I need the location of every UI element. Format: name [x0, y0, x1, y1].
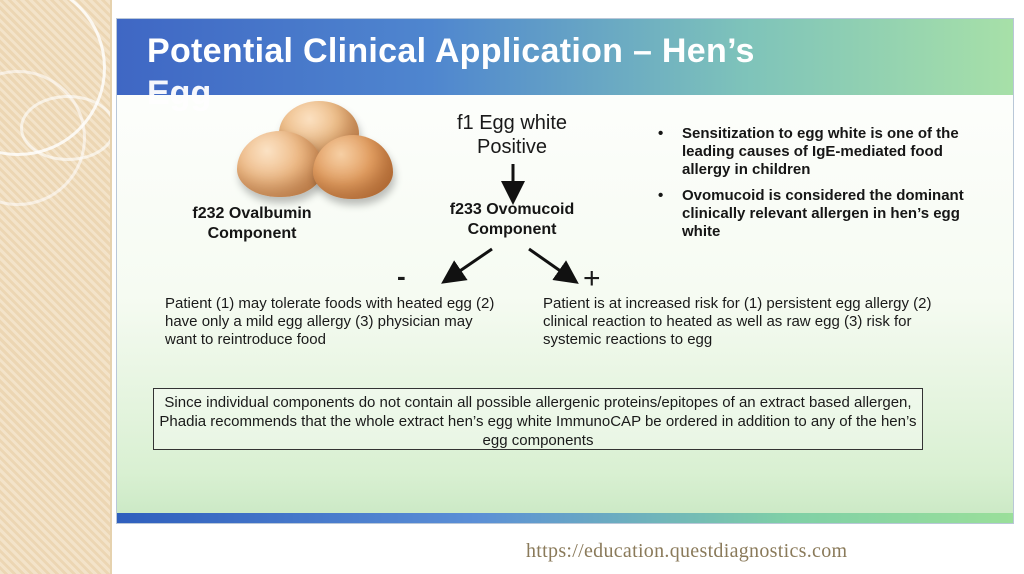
- slide-title: Potential Clinical Application – Hen’s: [147, 32, 755, 70]
- f1-label-line2: Positive: [476, 136, 548, 158]
- key-points-list: [652, 125, 992, 249]
- source-url[interactable]: https://education.questdiagnostics.com: [526, 540, 848, 562]
- slide: [116, 18, 1014, 524]
- positive-result-text: Patient is at increased risk for (1) persistent egg allergy (2) clinical reaction to heated as well as raw egg (3) risk for systemic reactions to egg: [543, 295, 932, 348]
- decorative-ring: [20, 95, 110, 161]
- positive-sign: +: [583, 262, 601, 295]
- right-branch-arrow: [529, 249, 569, 277]
- negative-sign: -: [397, 261, 406, 291]
- left-branch-arrow: [451, 249, 492, 277]
- recommendation-note-box: [153, 388, 923, 450]
- bullet-marker: •: [658, 125, 664, 142]
- bullet-text: Sensitization to egg white is one of the leading causes of IgE-mediated food allergy in children: [682, 125, 959, 178]
- bottom-band: [117, 513, 1013, 523]
- slide-title-overflow: Egg: [147, 74, 212, 112]
- bullet-marker: •: [658, 187, 664, 204]
- f1-label-line1: f1 Egg white: [456, 112, 568, 134]
- f233-line2: Component: [467, 221, 557, 238]
- bullet-item: [652, 187, 992, 241]
- negative-result-text: Patient (1) may tolerate foods with heated egg (2) have only a mild egg allergy (3) physician may want to reintroduce food: [165, 295, 495, 348]
- f232-ovalbumin-label: [147, 204, 357, 244]
- f233-ovomucoid-label: [407, 200, 617, 240]
- f233-line1: f233 Ovomucoid: [449, 201, 575, 218]
- recommendation-note-text: Since individual components do not contain all possible allergenic proteins/epitopes of an extract based allergen, Phadia recommends that the whole extract hen’s egg white ImmunoCAP be ordered in addition to any of the hen’s egg components: [159, 394, 917, 449]
- left-decorative-strip: [0, 0, 110, 574]
- strip-divider: [110, 0, 112, 574]
- bullet-text: Ovomucoid is considered the dominant clinically relevant allergen in hen’s egg white: [682, 187, 964, 240]
- bullet-item: [652, 125, 992, 179]
- f232-line1: f232 Ovalbumin: [192, 205, 312, 222]
- f232-line2: Component: [207, 225, 297, 242]
